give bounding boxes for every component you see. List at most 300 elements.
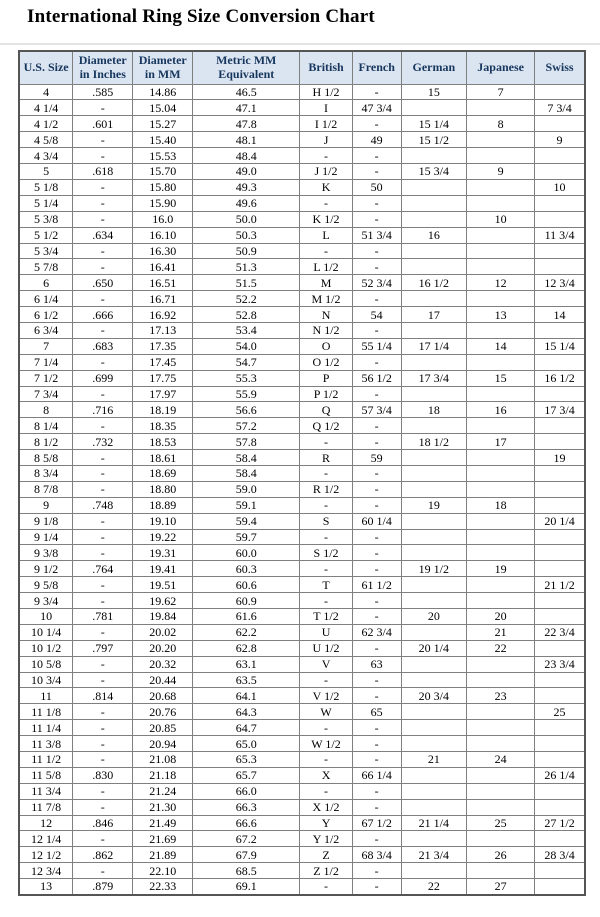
table-cell: 63 bbox=[352, 656, 401, 672]
table-cell: 23 3/4 bbox=[535, 656, 585, 672]
table-cell: 16.0 bbox=[133, 211, 193, 227]
table-cell: 7 3/4 bbox=[535, 100, 585, 116]
table-cell: 20.02 bbox=[133, 624, 193, 640]
table-cell bbox=[535, 497, 585, 513]
table-cell: 21 1/2 bbox=[535, 577, 585, 593]
table-cell: 11 1/4 bbox=[19, 720, 73, 736]
table-cell: 15.80 bbox=[133, 179, 193, 195]
table-row bbox=[19, 561, 585, 577]
table-cell bbox=[535, 863, 585, 879]
table-cell bbox=[401, 783, 467, 799]
table-cell: 59 bbox=[352, 450, 401, 466]
table-cell: - bbox=[352, 561, 401, 577]
table-cell: 25 bbox=[467, 815, 535, 831]
table-cell: - bbox=[300, 783, 353, 799]
table-row bbox=[19, 815, 585, 831]
table-cell: .846 bbox=[73, 815, 133, 831]
table-cell: - bbox=[352, 608, 401, 624]
table-cell: 13 bbox=[19, 879, 73, 895]
table-cell bbox=[535, 148, 585, 164]
table-cell: 16.51 bbox=[133, 275, 193, 291]
table-cell: 18.89 bbox=[133, 497, 193, 513]
table-cell: - bbox=[352, 291, 401, 307]
table-cell bbox=[535, 465, 585, 481]
table-cell: 18.53 bbox=[133, 434, 193, 450]
table-cell: 10 1/4 bbox=[19, 624, 73, 640]
table-cell: T 1/2 bbox=[300, 608, 353, 624]
table-row bbox=[19, 148, 585, 164]
table-cell bbox=[401, 593, 467, 609]
table-cell bbox=[401, 386, 467, 402]
table-row bbox=[19, 418, 585, 434]
header-row bbox=[19, 51, 585, 84]
table-cell: 8 1/4 bbox=[19, 418, 73, 434]
table-cell: 21.69 bbox=[133, 831, 193, 847]
table-cell bbox=[467, 148, 535, 164]
table-cell bbox=[467, 418, 535, 434]
table-cell: - bbox=[73, 545, 133, 561]
table-cell: 20 bbox=[401, 608, 467, 624]
table-cell: - bbox=[73, 831, 133, 847]
table-cell: 51.3 bbox=[193, 259, 300, 275]
table-cell: 15.27 bbox=[133, 116, 193, 132]
table-cell: 9 1/8 bbox=[19, 513, 73, 529]
table-cell bbox=[535, 831, 585, 847]
table-cell bbox=[401, 418, 467, 434]
table-cell: 16.41 bbox=[133, 259, 193, 275]
table-cell: 9 bbox=[535, 132, 585, 148]
table-cell: 21.89 bbox=[133, 847, 193, 863]
table-cell: 17.75 bbox=[133, 370, 193, 386]
table-cell: 7 1/2 bbox=[19, 370, 73, 386]
column-header: Japanese bbox=[467, 51, 535, 84]
table-cell: 27 1/2 bbox=[535, 815, 585, 831]
table-row bbox=[19, 831, 585, 847]
table-cell: 22.10 bbox=[133, 863, 193, 879]
table-cell: 65.3 bbox=[193, 752, 300, 768]
table-cell: 55 1/4 bbox=[352, 338, 401, 354]
table-cell: 54.0 bbox=[193, 338, 300, 354]
table-cell: J 1/2 bbox=[300, 164, 353, 180]
table-row bbox=[19, 863, 585, 879]
table-cell bbox=[535, 195, 585, 211]
table-cell: 56 1/2 bbox=[352, 370, 401, 386]
table-cell: 20 bbox=[467, 608, 535, 624]
table-cell: 19.51 bbox=[133, 577, 193, 593]
table-row bbox=[19, 656, 585, 672]
table-cell: 18 1/2 bbox=[401, 434, 467, 450]
table-cell: P bbox=[300, 370, 353, 386]
table-cell: - bbox=[73, 624, 133, 640]
table-row bbox=[19, 481, 585, 497]
table-row bbox=[19, 593, 585, 609]
table-row bbox=[19, 672, 585, 688]
table-cell: 28 3/4 bbox=[535, 847, 585, 863]
table-cell: 15.04 bbox=[133, 100, 193, 116]
table-cell: 58.4 bbox=[193, 450, 300, 466]
table-cell: 8 bbox=[19, 402, 73, 418]
table-cell: - bbox=[73, 783, 133, 799]
table-row bbox=[19, 577, 585, 593]
table-cell: 10 bbox=[19, 608, 73, 624]
table-cell: 6 bbox=[19, 275, 73, 291]
table-cell bbox=[535, 799, 585, 815]
table-cell: 8 1/2 bbox=[19, 434, 73, 450]
table-cell: - bbox=[73, 736, 133, 752]
table-cell: - bbox=[300, 672, 353, 688]
table-row bbox=[19, 243, 585, 259]
table-cell: 4 1/4 bbox=[19, 100, 73, 116]
table-cell: 16.92 bbox=[133, 307, 193, 323]
table-cell bbox=[401, 767, 467, 783]
table-row bbox=[19, 513, 585, 529]
table-row bbox=[19, 736, 585, 752]
table-cell: - bbox=[73, 132, 133, 148]
table-cell: 49.0 bbox=[193, 164, 300, 180]
table-cell: 11 1/8 bbox=[19, 704, 73, 720]
table-cell bbox=[401, 704, 467, 720]
table-cell: 20.94 bbox=[133, 736, 193, 752]
table-cell: J bbox=[300, 132, 353, 148]
table-cell: 26 bbox=[467, 847, 535, 863]
table-cell: - bbox=[300, 879, 353, 895]
table-cell bbox=[467, 656, 535, 672]
table-cell: 15 1/4 bbox=[535, 338, 585, 354]
table-cell: - bbox=[352, 497, 401, 513]
table-cell: 48.4 bbox=[193, 148, 300, 164]
table-cell bbox=[467, 195, 535, 211]
horizontal-divider bbox=[0, 43, 600, 45]
table-cell: 26 1/4 bbox=[535, 767, 585, 783]
table-row bbox=[19, 370, 585, 386]
table-cell: - bbox=[300, 195, 353, 211]
table-cell: W bbox=[300, 704, 353, 720]
table-cell: 8 7/8 bbox=[19, 481, 73, 497]
table-cell: 52.2 bbox=[193, 291, 300, 307]
table-cell bbox=[535, 116, 585, 132]
table-cell: 67.9 bbox=[193, 847, 300, 863]
table-cell: 12 1/2 bbox=[19, 847, 73, 863]
table-cell bbox=[467, 322, 535, 338]
table-cell: 12 3/4 bbox=[535, 275, 585, 291]
table-cell bbox=[401, 799, 467, 815]
table-cell: 5 1/4 bbox=[19, 195, 73, 211]
table-cell: .650 bbox=[73, 275, 133, 291]
table-cell: 22.33 bbox=[133, 879, 193, 895]
table-cell: - bbox=[73, 100, 133, 116]
table-cell: 11 bbox=[19, 688, 73, 704]
table-cell: 46.5 bbox=[193, 84, 300, 100]
table-cell: - bbox=[73, 672, 133, 688]
table-cell: 59.1 bbox=[193, 497, 300, 513]
table-cell bbox=[467, 259, 535, 275]
table-cell bbox=[467, 831, 535, 847]
table-cell: Z bbox=[300, 847, 353, 863]
table-row bbox=[19, 688, 585, 704]
table-cell: 54 bbox=[352, 307, 401, 323]
table-cell: 61.6 bbox=[193, 608, 300, 624]
table-cell: - bbox=[73, 863, 133, 879]
table-cell bbox=[467, 863, 535, 879]
table-cell: .797 bbox=[73, 640, 133, 656]
table-cell: 20.44 bbox=[133, 672, 193, 688]
table-cell bbox=[467, 100, 535, 116]
table-cell bbox=[467, 767, 535, 783]
table-cell bbox=[401, 481, 467, 497]
table-cell: - bbox=[73, 481, 133, 497]
table-cell: O bbox=[300, 338, 353, 354]
table-cell: N bbox=[300, 307, 353, 323]
table-cell: 21.08 bbox=[133, 752, 193, 768]
table-cell bbox=[467, 513, 535, 529]
table-cell: 9 bbox=[467, 164, 535, 180]
table-cell: 15 bbox=[467, 370, 535, 386]
table-cell bbox=[535, 545, 585, 561]
table-cell: 16 bbox=[467, 402, 535, 418]
table-cell: I 1/2 bbox=[300, 116, 353, 132]
table-cell bbox=[535, 608, 585, 624]
table-cell: 15.53 bbox=[133, 148, 193, 164]
table-cell: M bbox=[300, 275, 353, 291]
table-cell: 60 1/4 bbox=[352, 513, 401, 529]
table-row bbox=[19, 799, 585, 815]
table-cell: 22 3/4 bbox=[535, 624, 585, 640]
table-cell bbox=[467, 243, 535, 259]
column-header: U.S. Size bbox=[19, 51, 73, 84]
table-cell: - bbox=[352, 783, 401, 799]
table-cell: 56.6 bbox=[193, 402, 300, 418]
table-cell: 60.6 bbox=[193, 577, 300, 593]
table-cell bbox=[535, 481, 585, 497]
table-cell: 27 bbox=[467, 879, 535, 895]
table-cell: 15 1/4 bbox=[401, 116, 467, 132]
table-cell bbox=[401, 195, 467, 211]
table-cell: - bbox=[352, 148, 401, 164]
table-cell: 15.90 bbox=[133, 195, 193, 211]
table-cell: 7 bbox=[19, 338, 73, 354]
table-cell: 19.10 bbox=[133, 513, 193, 529]
table-cell: 65.0 bbox=[193, 736, 300, 752]
table-cell: 14 bbox=[467, 338, 535, 354]
table-cell: 68 3/4 bbox=[352, 847, 401, 863]
table-cell: 11 3/4 bbox=[535, 227, 585, 243]
table-cell bbox=[535, 720, 585, 736]
table-cell: Q 1/2 bbox=[300, 418, 353, 434]
table-cell: 11 5/8 bbox=[19, 767, 73, 783]
table-cell: - bbox=[73, 720, 133, 736]
table-cell: 64.7 bbox=[193, 720, 300, 736]
table-cell: 21.24 bbox=[133, 783, 193, 799]
table-cell: 19.41 bbox=[133, 561, 193, 577]
table-cell bbox=[467, 386, 535, 402]
table-cell: 62.2 bbox=[193, 624, 300, 640]
table-cell bbox=[401, 465, 467, 481]
table-cell: 13 bbox=[467, 307, 535, 323]
table-cell: 20 1/4 bbox=[401, 640, 467, 656]
table-cell: V bbox=[300, 656, 353, 672]
table-cell: 10 bbox=[535, 179, 585, 195]
table-cell bbox=[401, 291, 467, 307]
table-cell: 10 5/8 bbox=[19, 656, 73, 672]
table-cell bbox=[535, 672, 585, 688]
table-row bbox=[19, 84, 585, 100]
table-cell: 15.40 bbox=[133, 132, 193, 148]
table-cell: 21 bbox=[467, 624, 535, 640]
table-cell: 21 3/4 bbox=[401, 847, 467, 863]
table-cell: 57.2 bbox=[193, 418, 300, 434]
table-cell: 7 bbox=[467, 84, 535, 100]
table-cell bbox=[467, 545, 535, 561]
table-cell: .814 bbox=[73, 688, 133, 704]
table-cell bbox=[467, 227, 535, 243]
table-cell: - bbox=[73, 450, 133, 466]
table-cell: 9 3/4 bbox=[19, 593, 73, 609]
table-cell: 18.19 bbox=[133, 402, 193, 418]
table-cell: 17 bbox=[401, 307, 467, 323]
table-cell: 67.2 bbox=[193, 831, 300, 847]
table-cell: 65 bbox=[352, 704, 401, 720]
table-cell: - bbox=[352, 720, 401, 736]
table-cell bbox=[535, 291, 585, 307]
table-cell: 16.10 bbox=[133, 227, 193, 243]
table-cell: U 1/2 bbox=[300, 640, 353, 656]
table-cell: 4 5/8 bbox=[19, 132, 73, 148]
column-header: French bbox=[352, 51, 401, 84]
table-cell: - bbox=[73, 386, 133, 402]
table-cell bbox=[535, 593, 585, 609]
table-row bbox=[19, 704, 585, 720]
table-cell bbox=[467, 593, 535, 609]
table-cell: .716 bbox=[73, 402, 133, 418]
table-cell: Q bbox=[300, 402, 353, 418]
table-cell: - bbox=[352, 529, 401, 545]
table-cell: 66.0 bbox=[193, 783, 300, 799]
table-cell: 4 bbox=[19, 84, 73, 100]
table-row bbox=[19, 195, 585, 211]
table-cell: R 1/2 bbox=[300, 481, 353, 497]
table-row bbox=[19, 386, 585, 402]
table-cell: 20.20 bbox=[133, 640, 193, 656]
table-cell bbox=[535, 259, 585, 275]
table-cell: 17.13 bbox=[133, 322, 193, 338]
table-cell: Y 1/2 bbox=[300, 831, 353, 847]
table-cell: - bbox=[73, 291, 133, 307]
table-cell: R bbox=[300, 450, 353, 466]
table-cell: 54.7 bbox=[193, 354, 300, 370]
table-cell: 24 bbox=[467, 752, 535, 768]
table-row bbox=[19, 640, 585, 656]
table-cell: 11 7/8 bbox=[19, 799, 73, 815]
table-cell bbox=[535, 688, 585, 704]
table-cell: 51.5 bbox=[193, 275, 300, 291]
table-cell: 20.85 bbox=[133, 720, 193, 736]
table-cell: U bbox=[300, 624, 353, 640]
table-cell bbox=[467, 481, 535, 497]
table-cell: 52 3/4 bbox=[352, 275, 401, 291]
table-cell: O 1/2 bbox=[300, 354, 353, 370]
table-row bbox=[19, 227, 585, 243]
table-cell: 18.35 bbox=[133, 418, 193, 434]
table-cell: - bbox=[352, 879, 401, 895]
table-cell bbox=[467, 704, 535, 720]
table-cell: - bbox=[300, 434, 353, 450]
table-header bbox=[19, 51, 585, 84]
table-cell bbox=[401, 354, 467, 370]
table-cell bbox=[535, 243, 585, 259]
table-cell: 15.70 bbox=[133, 164, 193, 180]
table-cell bbox=[401, 259, 467, 275]
table-cell bbox=[535, 561, 585, 577]
table-cell: - bbox=[73, 418, 133, 434]
table-cell: 16 1/2 bbox=[535, 370, 585, 386]
table-cell: - bbox=[73, 577, 133, 593]
table-cell: 47.8 bbox=[193, 116, 300, 132]
table-cell: 63.5 bbox=[193, 672, 300, 688]
table-cell: 20.76 bbox=[133, 704, 193, 720]
table-cell: Z 1/2 bbox=[300, 863, 353, 879]
table-cell: - bbox=[73, 322, 133, 338]
table-cell: 19.62 bbox=[133, 593, 193, 609]
table-cell bbox=[535, 164, 585, 180]
table-cell: - bbox=[73, 179, 133, 195]
table-row bbox=[19, 767, 585, 783]
table-cell: - bbox=[352, 418, 401, 434]
table-cell: - bbox=[352, 243, 401, 259]
table-cell bbox=[401, 831, 467, 847]
table-cell bbox=[535, 84, 585, 100]
table-cell: 59.4 bbox=[193, 513, 300, 529]
table-cell: .683 bbox=[73, 338, 133, 354]
table-cell: S bbox=[300, 513, 353, 529]
table-cell: 4 1/2 bbox=[19, 116, 73, 132]
table-cell: 16 1/2 bbox=[401, 275, 467, 291]
table-cell: 12 3/4 bbox=[19, 863, 73, 879]
table-row bbox=[19, 164, 585, 180]
table-cell: 21.18 bbox=[133, 767, 193, 783]
table-cell: - bbox=[300, 561, 353, 577]
table-cell: X bbox=[300, 767, 353, 783]
table-cell: 66 1/4 bbox=[352, 767, 401, 783]
table-cell bbox=[535, 736, 585, 752]
table-cell: 52.8 bbox=[193, 307, 300, 323]
table-cell bbox=[401, 672, 467, 688]
table-cell: - bbox=[352, 863, 401, 879]
table-cell: 22 bbox=[467, 640, 535, 656]
column-header: Diameter in Inches bbox=[73, 51, 133, 84]
table-cell: 57 3/4 bbox=[352, 402, 401, 418]
table-cell: .830 bbox=[73, 767, 133, 783]
table-cell: - bbox=[73, 704, 133, 720]
table-row bbox=[19, 545, 585, 561]
table-cell bbox=[467, 672, 535, 688]
table-row bbox=[19, 847, 585, 863]
table-cell: - bbox=[352, 752, 401, 768]
table-cell: - bbox=[73, 148, 133, 164]
table-cell bbox=[467, 529, 535, 545]
table-cell: I bbox=[300, 100, 353, 116]
table-cell: - bbox=[352, 640, 401, 656]
table-cell: - bbox=[352, 322, 401, 338]
table-cell: 64.3 bbox=[193, 704, 300, 720]
table-cell: - bbox=[352, 545, 401, 561]
table-cell: 62 3/4 bbox=[352, 624, 401, 640]
table-cell: - bbox=[73, 259, 133, 275]
table-cell: 49.3 bbox=[193, 179, 300, 195]
table-cell: 19 bbox=[467, 561, 535, 577]
table-cell: - bbox=[73, 529, 133, 545]
table-cell bbox=[401, 863, 467, 879]
table-cell: 49 bbox=[352, 132, 401, 148]
